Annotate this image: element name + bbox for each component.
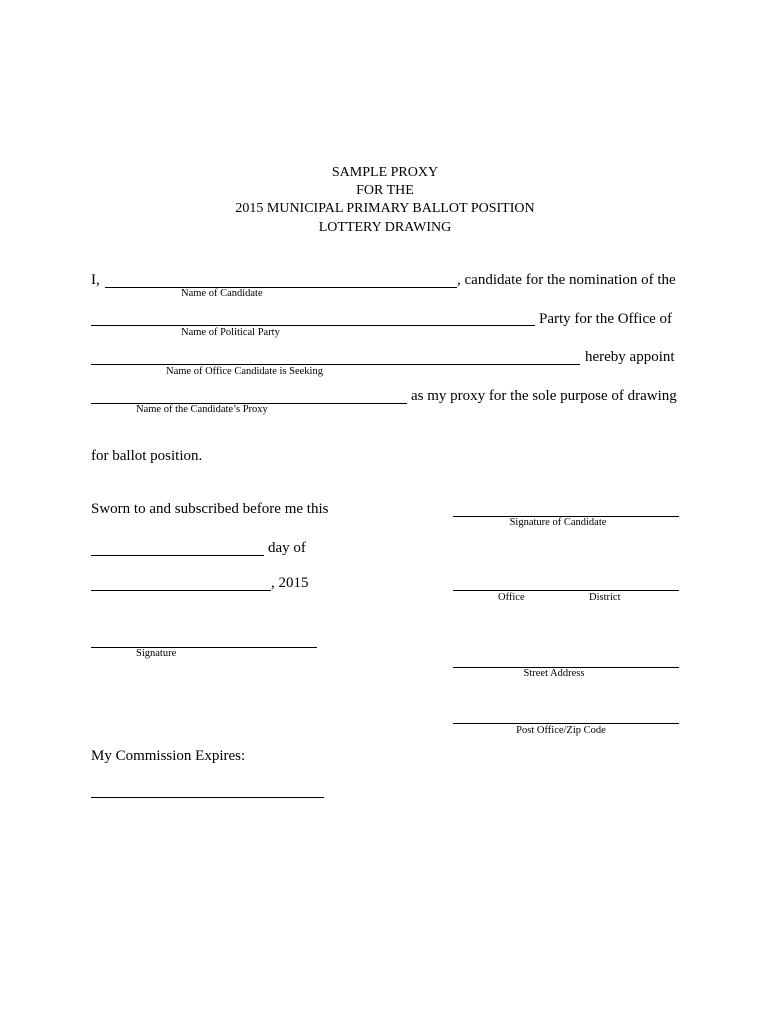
zip-code-caption: Post Office/Zip Code bbox=[516, 725, 606, 736]
day-of-text: day of bbox=[268, 540, 306, 556]
zip-code-line[interactable] bbox=[453, 723, 679, 724]
office-caption: Office bbox=[498, 592, 525, 603]
title-line-3: 2015 MUNICIPAL PRIMARY BALLOT POSITION bbox=[235, 201, 535, 216]
district-caption: District bbox=[589, 592, 621, 603]
day-line[interactable] bbox=[91, 555, 264, 556]
title-line-1: SAMPLE PROXY bbox=[331, 165, 439, 180]
party-name-caption: Name of Political Party bbox=[181, 327, 280, 338]
commission-line[interactable] bbox=[91, 797, 324, 798]
candidate-name-caption: Name of Candidate bbox=[181, 288, 263, 299]
year-text: , 2015 bbox=[271, 575, 309, 591]
proxy-name-caption: Name of the Candidate’s Proxy bbox=[136, 404, 268, 415]
title-line-2: FOR THE bbox=[356, 183, 414, 198]
office-name-caption: Name of Office Candidate is Seeking bbox=[166, 366, 323, 377]
title-line-4: LOTTERY DRAWING bbox=[318, 220, 452, 235]
office-suffix-text: hereby appoint bbox=[585, 349, 675, 365]
proxy-suffix-text: as my proxy for the sole purpose of drawing bbox=[411, 388, 677, 404]
candidate-name-line[interactable] bbox=[105, 287, 457, 288]
party-name-line[interactable] bbox=[91, 325, 535, 326]
notary-signature-line[interactable] bbox=[91, 647, 317, 648]
street-address-caption: Street Address bbox=[523, 668, 585, 679]
sworn-text: Sworn to and subscribed before me this bbox=[91, 501, 329, 517]
candidate-signature-caption: Signature of Candidate bbox=[509, 517, 607, 528]
party-suffix-text: Party for the Office of bbox=[539, 311, 673, 327]
commission-text: My Commission Expires: bbox=[91, 748, 246, 764]
notary-signature-caption: Signature bbox=[136, 648, 177, 659]
office-district-line[interactable] bbox=[453, 590, 679, 591]
month-line[interactable] bbox=[91, 590, 271, 591]
candidate-suffix-text: , candidate for the nomination of the bbox=[457, 272, 676, 288]
closing-text: for ballot position. bbox=[91, 448, 203, 464]
prefix-i: I, bbox=[91, 272, 100, 288]
office-name-line[interactable] bbox=[91, 364, 580, 365]
